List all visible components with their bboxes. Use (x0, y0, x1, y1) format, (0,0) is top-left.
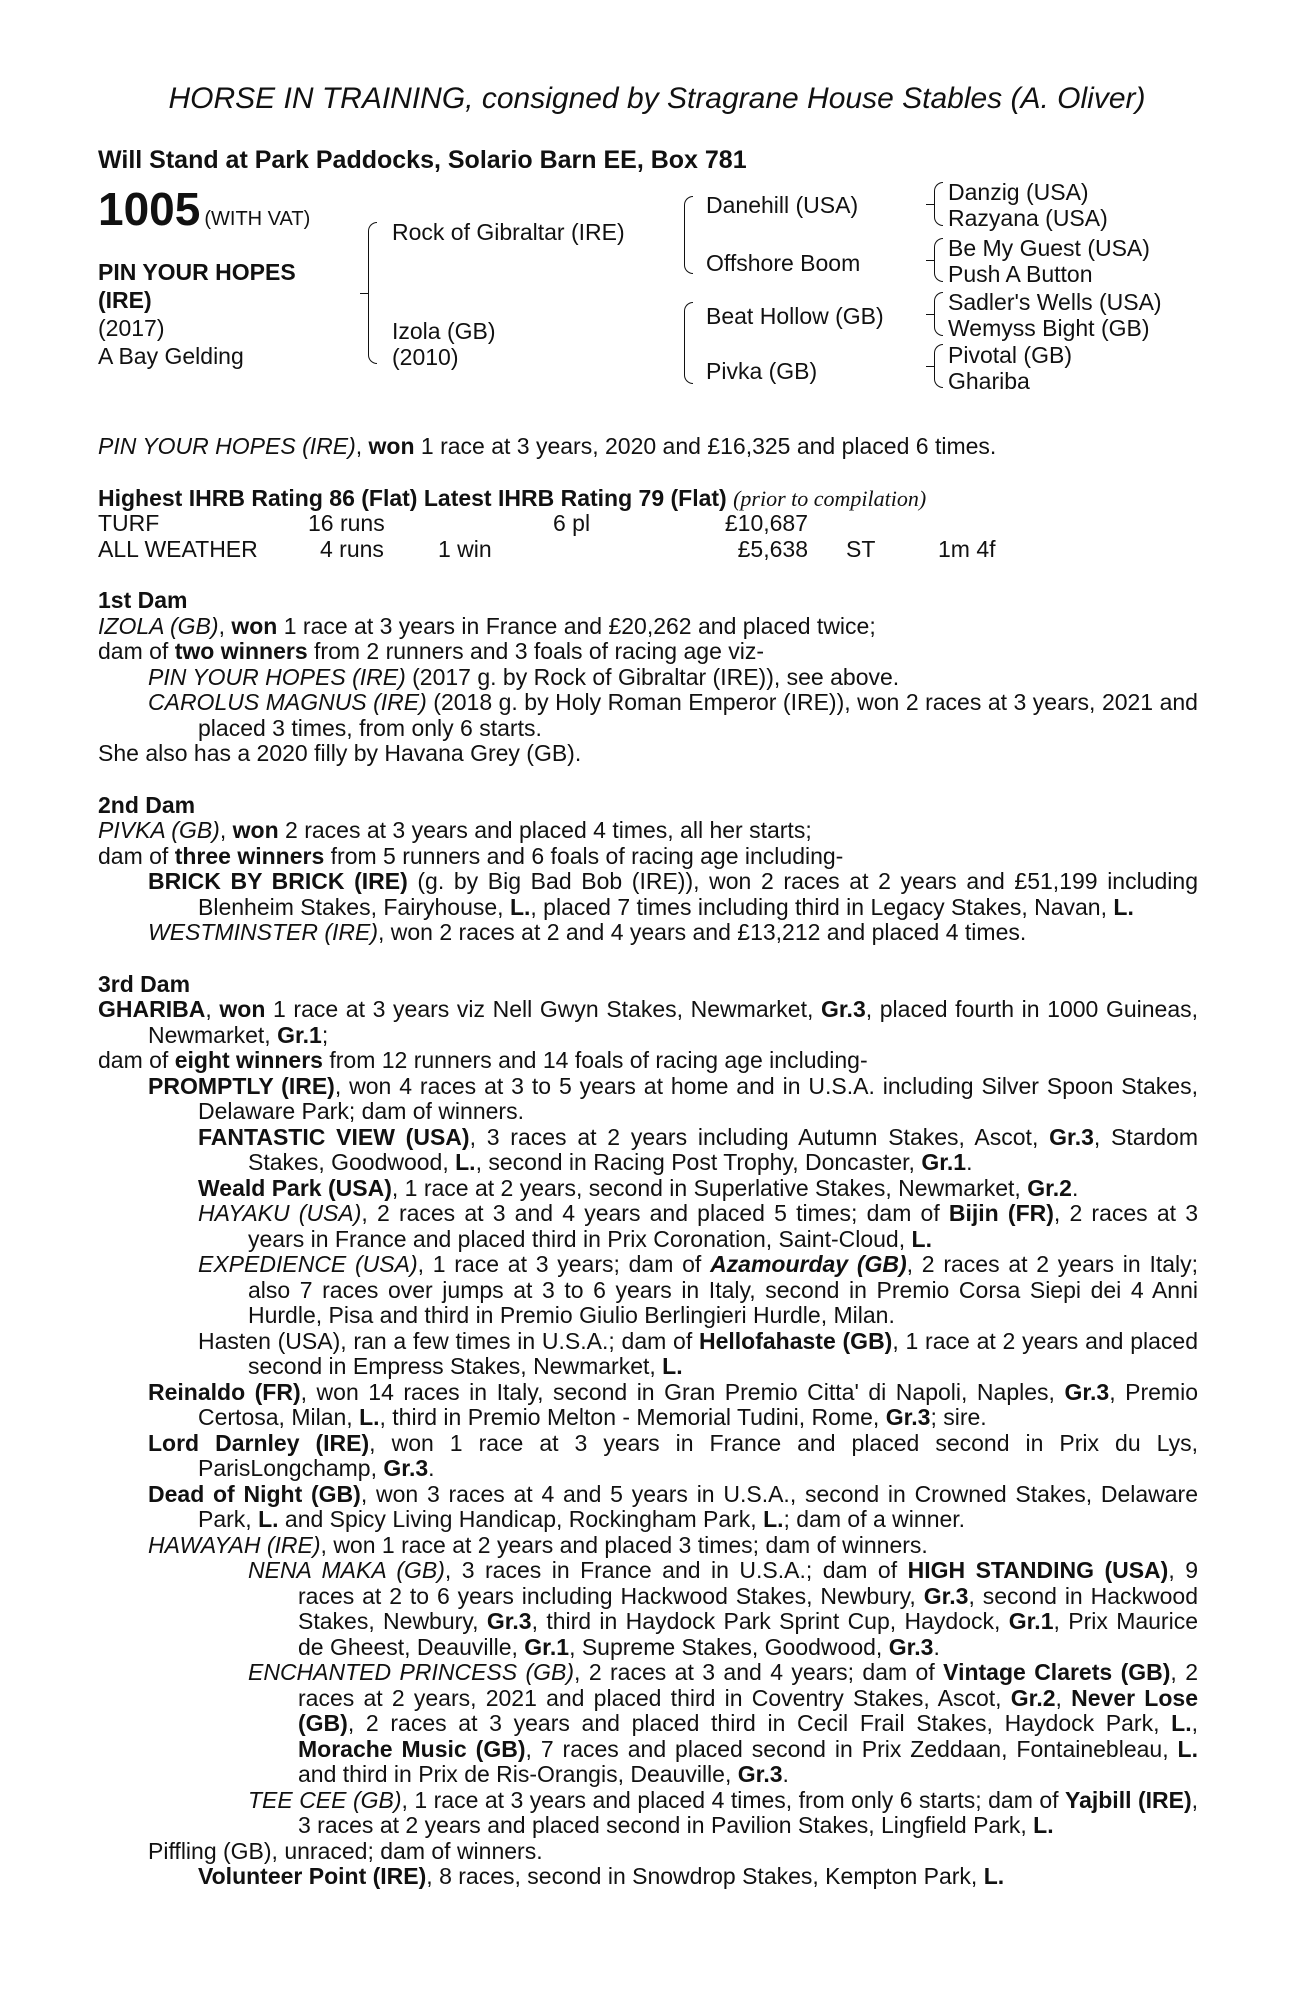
winners-count: three winners (174, 842, 325, 869)
group-label: Gr.3 (885, 1404, 931, 1430)
listed-label: L. (1113, 893, 1134, 920)
text: dam of (98, 638, 175, 664)
dam3-line: GHARIBA, won 1 race at 3 years viz Nell Gwyn Stakes, Newmarket, Gr.3, placed fourth in 1000 Guineas, Newmarket, Gr.1; (98, 996, 1199, 1048)
text: , won 3 races at 4 and 5 years in U.S.A., second in Crowned Stakes, Delaware Park, (198, 1480, 1199, 1532)
dam3-produce-line (98, 1048, 1198, 1074)
text: and Spicy Living Handicap, Rockingham Park, (278, 1506, 764, 1532)
group-label: Gr.2 (1027, 1174, 1072, 1201)
rating-row-turf (98, 511, 1198, 537)
produce-entry (98, 665, 1198, 691)
produce-name: PIN YOUR HOPES (IRE) (148, 663, 406, 690)
group-label: Gr.3 (383, 1455, 429, 1481)
pedigree-dss: Sadler's Wells (USA) (948, 289, 1162, 315)
stand-location: Will Stand at Park Paddocks, Solario Barn EE, Box 781 (98, 146, 747, 174)
pedigree-bracket-main (368, 222, 377, 364)
rating-cell: 6 pl (553, 510, 591, 536)
pedigree-sire-dam: Offshore Boom (706, 250, 861, 276)
won-label: won (232, 817, 279, 843)
group-label: Gr.3 (923, 1582, 969, 1609)
produce-entry (98, 1125, 1198, 1176)
rating-heading: Highest IHRB Rating 86 (Flat) Latest IHRB Rating 79 (Flat) (98, 484, 727, 511)
produce-entry (98, 1074, 1198, 1125)
won-label: won (219, 996, 266, 1022)
produce-name: EXPEDIENCE (USA) (198, 1251, 418, 1277)
vat-label: (WITH VAT) (204, 208, 311, 230)
winners-count: two winners (174, 638, 308, 664)
listed-label: L. (455, 1149, 476, 1175)
rating-row-all-weather (98, 537, 1198, 563)
pedigree-dam-year: (2010) (392, 344, 459, 370)
text: , third in Premio Melton - Memorial Tudini, Rome, (379, 1404, 886, 1430)
won-label: won (231, 612, 278, 639)
produce-name: Dead of Night (GB) (148, 1480, 361, 1507)
group-label: Gr.3 (1064, 1378, 1110, 1405)
rating-cell: 16 runs (308, 510, 385, 536)
text: , won 4 races at 3 to 5 years at home and in U.S.A. including Silver Spoon Stakes, Delaware Park; dam of winners. (198, 1072, 1198, 1124)
dam1-heading: 1st Dam (98, 587, 188, 613)
group-label: Gr.1 (277, 1021, 322, 1048)
pedigree-bracket-sire (684, 196, 693, 274)
text: , 2 races at 3 years in France and placed third in Prix Coronation, Saint-Cloud, (248, 1200, 1198, 1252)
pedigree-dds: Pivotal (GB) (948, 342, 1072, 368)
produce-name: PROMPTLY (IRE) (148, 1072, 335, 1099)
text: . (966, 1149, 973, 1175)
produce-name: Yajbill (IRE) (1065, 1786, 1192, 1813)
produce-name: Hellofahaste (GB) (698, 1327, 893, 1354)
produce-name: Vintage Clarets (GB) (943, 1659, 1171, 1685)
text: . (933, 1633, 940, 1660)
pedigree-sdd: Push A Button (948, 261, 1093, 287)
text: , 1 race at 3 years; dam of (417, 1251, 711, 1277)
group-label: Gr.1 (1008, 1608, 1054, 1634)
produce-name: Bijin (FR) (948, 1200, 1054, 1226)
text: , Prix Maurice de Gheest, Deauville, (298, 1608, 1198, 1660)
pedigree-dam-dam: Pivka (GB) (706, 358, 818, 384)
produce-name: HAYAKU (USA) (198, 1200, 362, 1226)
rating-cell: 1 win (438, 535, 492, 562)
produce-entry: Piffling (GB), unraced; dam of winners. (148, 1837, 543, 1864)
dam2-heading: 2nd Dam (98, 791, 196, 818)
pedigree-bracket-ss (934, 182, 943, 226)
listed-label: L. (911, 1225, 932, 1252)
winners-count: eight winners (174, 1047, 323, 1073)
produce-name: Reinaldo (FR) (148, 1378, 301, 1405)
text: . (782, 1761, 789, 1787)
text: , 8 races, second in Snowdrop Stakes, Kempton Park, (426, 1863, 984, 1889)
pedigree-bracket-dam (684, 302, 693, 384)
produce-name: ENCHANTED PRINCESS (GB) (248, 1659, 575, 1685)
pedigree-bracket-ds (934, 292, 943, 336)
produce-entry (98, 1252, 1198, 1329)
text: , 9 races at 2 to 6 years including Hackwood Stakes, Newbury, (298, 1557, 1198, 1609)
dam3-name: GHARIBA (98, 996, 206, 1022)
text: , placed 7 times including third in Legacy Stakes, Navan, (530, 893, 1114, 920)
rating-note: (prior to compilation) (733, 485, 927, 511)
rating-cell: £5,638 (737, 535, 808, 562)
text: , 2 races at 3 and 4 years; dam of (574, 1659, 944, 1685)
produce-entry (98, 920, 1198, 946)
produce-entry (98, 1864, 1198, 1890)
group-label: Gr.3 (1049, 1123, 1094, 1150)
text: from 5 runners and 6 foals of racing age including- (324, 842, 844, 869)
lot-number: 1005 (98, 183, 201, 235)
dam2-line: PIVKA (GB), won 2 races at 3 years and placed 4 times, all her starts; (98, 817, 812, 843)
produce-entry (98, 1431, 1198, 1482)
horse-name: PIN YOUR HOPES (98, 259, 296, 285)
text: (g. by Big Bad Bob (IRE)), won 2 races at 2 years and £51,199 including Blenheim Stakes, Fairyhouse, (198, 868, 1198, 920)
text: , placed fourth in 1000 Guineas, Newmarket, (148, 996, 1199, 1048)
text: , Supreme Stakes, Goodwood, (569, 1633, 889, 1660)
text: , 2 races at 3 years and placed third in Cecil Frail Stakes, Haydock Park, (347, 1710, 1172, 1736)
horse-year: (2017) (98, 315, 165, 341)
horse-identity (98, 258, 296, 370)
group-label: Gr.1 (921, 1149, 967, 1175)
text: , Premio Certosa, Milan, (198, 1378, 1198, 1430)
rating-cell (553, 537, 683, 563)
text: 2 races at 3 years and placed 4 times, all her starts; (278, 817, 812, 843)
text: , 2 races at 3 and 4 years and placed 5 times; dam of (361, 1200, 949, 1226)
text: . (1071, 1174, 1079, 1201)
text: (2018 g. by Holy Roman Emperor (IRE)), won 2 races at 3 years, 2021 and placed 3 times, from only 6 starts. (198, 689, 1198, 741)
rating-cell (438, 511, 553, 537)
text: , 3 races at 2 years including Autumn Stakes, Ascot, (469, 1123, 1050, 1150)
text: , second in Racing Post Trophy, Doncaster, (475, 1149, 922, 1175)
dam3-heading: 3rd Dam (98, 970, 191, 997)
pedigree-sire: Rock of Gibraltar (IRE) (392, 219, 625, 245)
text: , second in Hackwood Stakes, Newbury, (298, 1582, 1198, 1634)
text: dam of (98, 842, 175, 869)
listed-label: L. (359, 1404, 380, 1430)
text: (2017 g. by Rock of Gibraltar (IRE)), see above. (405, 663, 900, 690)
produce-name: Morache Music (GB) (298, 1735, 526, 1762)
group-label: Gr.1 (524, 1633, 570, 1660)
pedigree-bracket-sd (934, 238, 943, 282)
produce-name: Azamourday (GB) (710, 1251, 907, 1277)
catalogue-body (98, 434, 1198, 1890)
text: from 12 runners and 14 foals of racing age including- (322, 1047, 868, 1073)
text: 1 race at 3 years viz Nell Gwyn Stakes, Newmarket, (265, 996, 821, 1022)
produce-name: CAROLUS MAGNUS (IRE) (148, 689, 427, 715)
text: , 1 race at 2 years, second in Superlative Stakes, Newmarket, (391, 1174, 1028, 1201)
produce-name: FANTASTIC VIEW (USA) (198, 1123, 470, 1150)
text: , 2 races at 2 years, 2021 and placed third in Coventry Stakes, Ascot, (298, 1659, 1198, 1711)
text: , 1 race at 3 years and placed 4 times, from only 6 starts; dam of (401, 1786, 1065, 1813)
dam2-name: PIVKA (GB) (98, 817, 220, 843)
summary-name: PIN YOUR HOPES (IRE) (98, 433, 356, 459)
listed-label: L. (662, 1353, 683, 1379)
produce-entry (98, 690, 1198, 741)
rating-cell: 1m 4f (938, 535, 996, 562)
text: ; (321, 1021, 329, 1048)
produce-entry (98, 1176, 1198, 1202)
produce-name: HAWAYAH (IRE) (148, 1531, 321, 1558)
text: , 7 races and placed second in Prix Zeddaan, Fontainebleau, (525, 1735, 1178, 1762)
pedigree-sds: Be My Guest (USA) (948, 235, 1150, 261)
summary-text: 1 race at 3 years, 2020 and £16,325 and placed 6 times. (414, 433, 997, 459)
text: from 2 runners and 3 foals of racing age viz- (307, 638, 765, 664)
text: , won 1 race at 2 years and placed 3 times; dam of winners. (320, 1531, 928, 1558)
lot-number-block (98, 182, 310, 236)
rating-cell: TURF (98, 510, 160, 536)
text: , third in Haydock Park Sprint Cup, Haydock, (531, 1608, 1009, 1634)
produce-name: HIGH STANDING (USA) (907, 1557, 1169, 1583)
text: , (1055, 1684, 1072, 1711)
group-label: Gr.2 (1010, 1684, 1056, 1711)
pedigree-sire-sire: Danehill (USA) (706, 192, 859, 218)
text: , won 2 races at 2 and 4 years and £13,212 and placed 4 times. (378, 919, 1027, 945)
listed-label: L. (1171, 1710, 1192, 1736)
produce-entry (98, 1482, 1198, 1533)
produce-entry (98, 1201, 1198, 1252)
produce-entry (98, 1558, 1198, 1660)
text: , 1 race at 2 years and placed second in Empress Stakes, Newmarket, (248, 1327, 1198, 1379)
text: , 3 races in France and in U.S.A.; dam of (444, 1557, 908, 1583)
text: , 3 races at 2 years and placed second in Pavilion Stakes, Lingfield Park, (298, 1786, 1198, 1838)
produce-entry (98, 1533, 1198, 1559)
rating-cell: 4 runs (320, 535, 384, 562)
pedigree-bracket-dd (934, 344, 943, 388)
dam1-produce-line (98, 639, 1198, 665)
produce-entry (98, 1329, 1198, 1380)
listed-label: L. (1033, 1812, 1054, 1838)
rating-cell: ST (846, 535, 876, 562)
dam1-note: She also has a 2020 filly by Havana Grey (GB). (98, 740, 582, 766)
dam1-line: IZOLA (GB), won 1 race at 3 years in France and £20,262 and placed twice; (98, 612, 876, 639)
rating-table (98, 511, 1198, 562)
listed-label: L. (509, 893, 531, 920)
group-label: Gr.3 (820, 996, 866, 1022)
rating-heading-line (98, 486, 1198, 512)
produce-entry (98, 869, 1198, 920)
text: ; sire. (930, 1404, 987, 1430)
pedigree-dsd: Wemyss Bight (GB) (948, 315, 1150, 341)
text: ; dam of a winner. (783, 1506, 966, 1532)
summary-won: won (368, 433, 415, 459)
listed-label: L. (1177, 1735, 1198, 1762)
text: . (428, 1455, 435, 1481)
produce-name: Weald Park (USA) (198, 1174, 392, 1201)
listed-label: L. (763, 1506, 784, 1532)
produce-name: Never Lose (GB) (298, 1684, 1198, 1736)
pedigree-dam: Izola (GB) (392, 318, 496, 344)
text: Hasten (USA), ran a few times in U.S.A.; dam of (198, 1327, 699, 1354)
pedigree-dam-sire: Beat Hollow (GB) (706, 303, 884, 329)
produce-name: NENA MAKA (GB) (248, 1557, 445, 1583)
pedigree-ssd: Razyana (USA) (948, 205, 1108, 231)
rating-cell: £10,687 (724, 510, 808, 536)
group-label: Gr.3 (486, 1608, 532, 1634)
pedigree-ddd: Ghariba (948, 368, 1030, 394)
summary-line: PIN YOUR HOPES (IRE), won 1 race at 3 years, 2020 and £16,325 and placed 6 times. (98, 433, 997, 459)
produce-name: WESTMINSTER (IRE) (148, 919, 378, 945)
text: and third in Prix de Ris-Orangis, Deauville, (298, 1761, 738, 1787)
dam1-text: 1 race at 3 years in France and £20,262 and placed twice; (277, 612, 876, 639)
text: , 2 races at 2 years in Italy; also 7 races over jumps at 3 to 6 years in Italy, second in Premio Corsa Siepi dei 4 Anni Hurdle, Pisa and third in Premio Giulio Berlingieri Hurdle, Milan. (248, 1251, 1199, 1328)
page-title: HORSE IN TRAINING, consigned by Stragrane House Stables (A. Oliver) (168, 82, 1146, 115)
produce-name: BRICK BY BRICK (IRE) (148, 868, 408, 894)
produce-name: Lord Darnley (IRE) (148, 1429, 370, 1456)
group-label: Gr.3 (737, 1761, 783, 1787)
horse-country: (IRE) (98, 287, 152, 313)
group-label: Gr.3 (888, 1633, 934, 1660)
text: , won 1 race at 3 years in France and placed second in Prix du Lys, ParisLongchamp, (198, 1429, 1198, 1481)
listed-label: L. (983, 1863, 1005, 1889)
produce-entry (98, 1788, 1198, 1839)
text: , Stardom Stakes, Goodwood, (248, 1123, 1198, 1175)
text: dam of (98, 1047, 175, 1073)
produce-name: Volunteer Point (IRE) (198, 1863, 427, 1889)
rating-cell: ALL WEATHER (98, 535, 258, 562)
dam1-name: IZOLA (GB) (98, 612, 219, 639)
text: , (1191, 1710, 1198, 1736)
horse-description: A Bay Gelding (98, 343, 244, 369)
text: , won 14 races in Italy, second in Gran Premio Citta' di Napoli, Naples, (300, 1378, 1065, 1405)
produce-entry (98, 1380, 1198, 1431)
listed-label: L. (258, 1506, 279, 1532)
produce-entry (98, 1660, 1198, 1788)
dam2-produce-line (98, 844, 1198, 870)
pedigree-sss: Danzig (USA) (948, 179, 1089, 205)
produce-name: TEE CEE (GB) (248, 1786, 402, 1813)
